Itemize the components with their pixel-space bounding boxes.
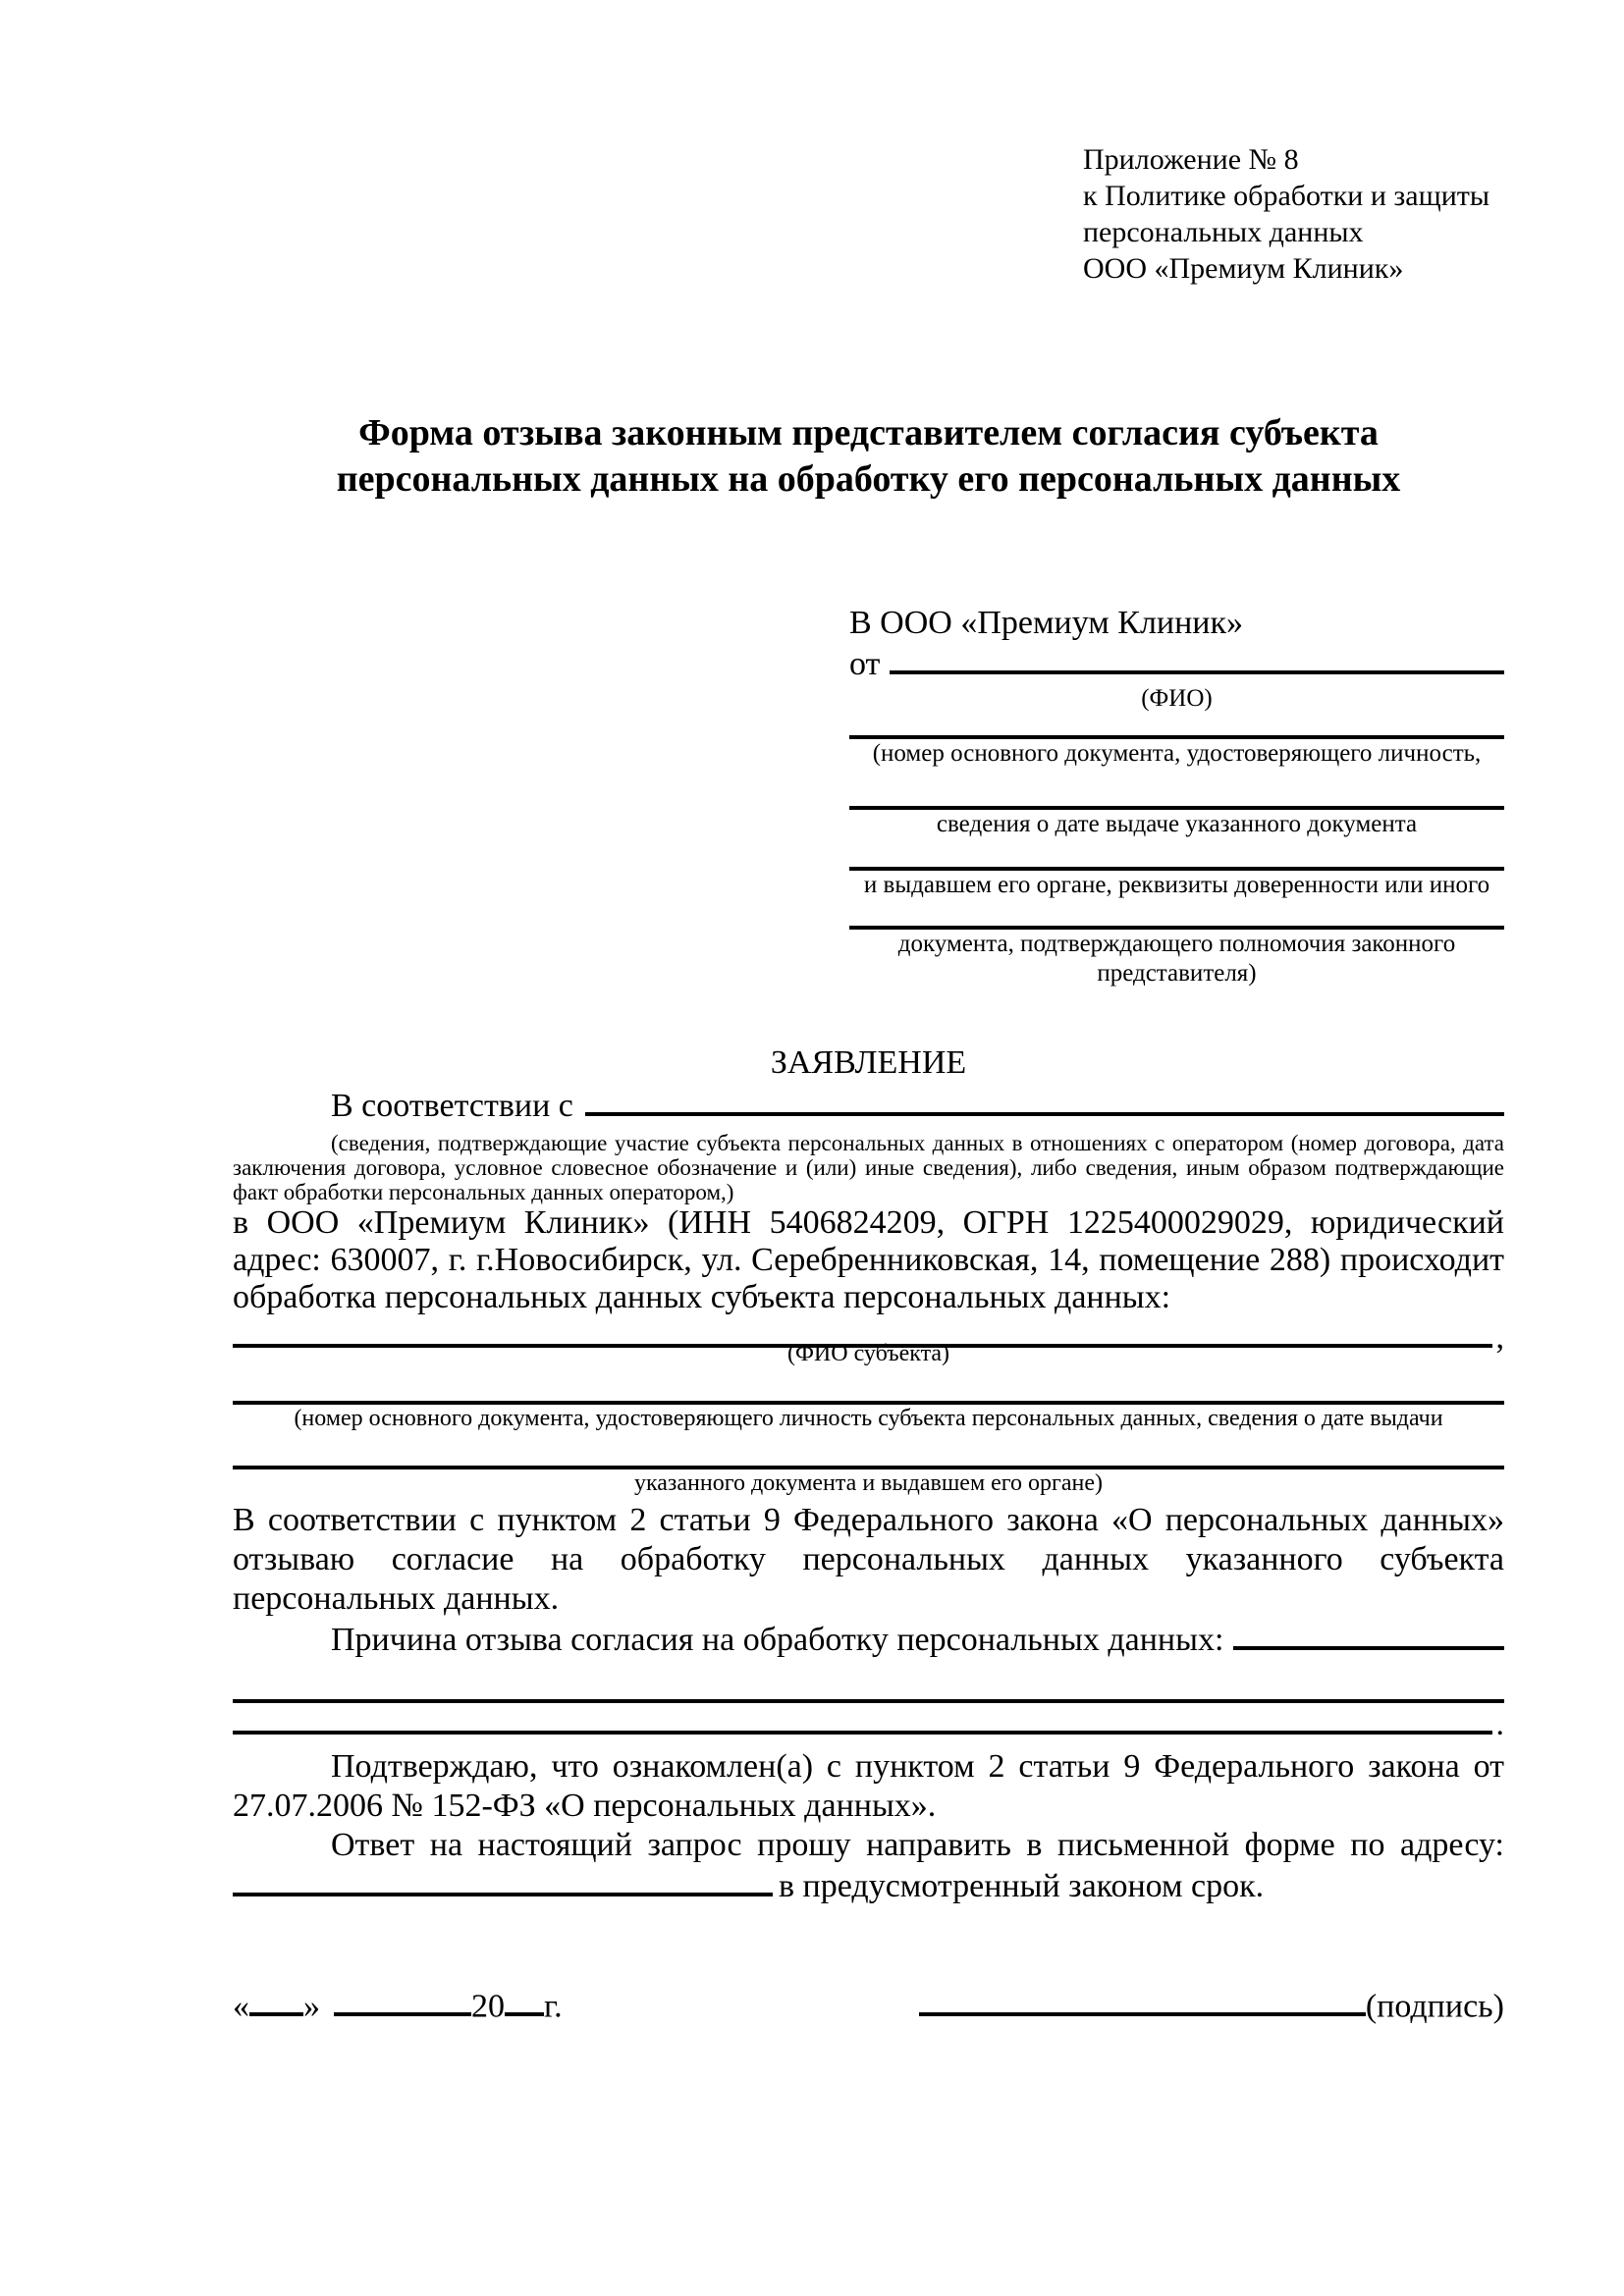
date-open-quote: «	[233, 1988, 249, 2025]
from-label: от	[849, 646, 881, 683]
date-year-prefix: 20	[471, 1988, 505, 2025]
recipient-organization: В ООО «Премиум Клиник»	[849, 605, 1244, 641]
subject-doc-caption-1: (номер основного документа, удостоверяющего личность субъекта персональных данных, сведения о дате выдачи	[294, 1405, 1443, 1431]
signature-blank	[919, 1985, 1366, 2016]
representative-fio-blank	[890, 643, 1504, 674]
date-group	[233, 1985, 563, 2026]
reason-blank-1	[1233, 1619, 1504, 1650]
operator-paragraph: в ООО «Премиум Клиник» (ИНН 5406824209, ОГРН 1225400029029, юридический адрес: 630007, г. г.Новосибирск, ул. Серебренниковская, 14, помещение 288) происходит обработка персональных данных субъекта персональных данных:	[233, 1203, 1504, 1315]
representative-doc-blank-4	[849, 900, 1504, 930]
date-year-suffix: г.	[544, 1988, 563, 2025]
appendix-block	[1083, 141, 1504, 287]
appendix-line-4: ООО «Премиум Клиник»	[1083, 252, 1404, 285]
date-year-blank	[505, 1985, 544, 2016]
accordance-row	[233, 1084, 1504, 1126]
basis-caption: (сведения, подтверждающие участие субъекта персональных данных в отношениях с оператором (номер договора, дата заключения договора, условное словесное обозначение и (или) иные сведения), либо сведения, иным образом подтверждающие факт обработки персональных данных оператором,)	[233, 1130, 1504, 1204]
reason-blank-2	[233, 1660, 1504, 1703]
date-month-blank	[334, 1985, 471, 2016]
subject-doc-blank-1	[233, 1367, 1504, 1405]
signature-caption: (подпись)	[1365, 1988, 1504, 2025]
date-close-quote: »	[303, 1988, 320, 2025]
subject-fio-caption: (ФИО субъекта)	[786, 1340, 950, 1366]
representative-doc-blank-1	[849, 714, 1504, 739]
withdrawal-paragraph: В соответствии с пунктом 2 статьи 9 Федерального закона «О персональных данных» отзываю согласие на обработку персональных данных указанного субъекта персональных данных.	[233, 1501, 1504, 1617]
reason-blank-3	[233, 1703, 1492, 1735]
reason-row	[233, 1619, 1504, 1660]
representative-doc-caption-3: и выдавшем его органе, реквизиты доверенности или иного	[863, 872, 1490, 899]
response-lead: Ответ на настоящий запрос прошу направить в письменной форме по адресу:	[331, 1826, 1504, 1863]
representative-doc-caption-2: сведения о дате выдаче указанного документа	[936, 811, 1418, 838]
from-row	[849, 643, 1504, 684]
reason-label: Причина отзыва согласия на обработку персональных данных:	[331, 1621, 1224, 1658]
response-address-blank	[233, 1865, 773, 1896]
reason-period: .	[1495, 1706, 1504, 1743]
accordance-label: В соответствии с	[331, 1087, 573, 1124]
representative-doc-caption-1: (номер основного документа, удостоверяющего личность,	[872, 740, 1482, 768]
date-day-blank	[249, 1985, 303, 2016]
recipient-block	[849, 604, 1504, 988]
response-address-row	[233, 1865, 1504, 1906]
accordance-basis-blank	[585, 1084, 1504, 1115]
document-title: Форма отзыва законным представителем согласия субъекта персональных данных на обработку его персональных данных	[336, 412, 1401, 500]
reason-blank-3-row	[233, 1703, 1504, 1743]
statement-heading: ЗАЯВЛЕНИЕ	[770, 1044, 967, 1082]
appendix-line-2: к Политике обработки и защиты	[1083, 180, 1490, 212]
subject-doc-blank-2	[233, 1432, 1504, 1469]
representative-doc-caption-4: документа, подтверждающего полномочия законного представителя)	[897, 931, 1456, 988]
representative-doc-blank-2	[849, 769, 1504, 810]
representative-doc-blank-3	[849, 839, 1504, 871]
footer-row	[233, 1985, 1504, 2026]
response-tail: в предусмотренный законом срок.	[779, 1868, 1265, 1905]
appendix-line-3: персональных данных	[1083, 216, 1364, 248]
confirm-paragraph: Подтверждаю, что ознакомлен(а) с пунктом 2 статьи 9 Федерального закона от 27.07.2006 № 152-ФЗ «О персональных данных».	[233, 1747, 1504, 1824]
signature-group	[919, 1985, 1504, 2026]
fio-caption: (ФИО)	[1141, 685, 1213, 713]
appendix-line-1: Приложение № 8	[1083, 143, 1299, 176]
subject-doc-caption-2: указанного документа и выдавшем его органе)	[633, 1469, 1104, 1496]
subject-fio-comma: ,	[1495, 1318, 1504, 1356]
